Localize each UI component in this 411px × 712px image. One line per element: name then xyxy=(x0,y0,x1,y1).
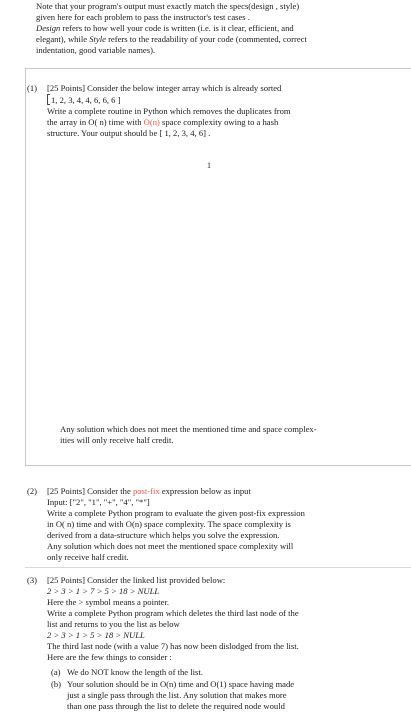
q1-array: 1, 2, 3, 4, 4, 6, 6, 6 ] xyxy=(51,95,121,105)
q3-line: Here the > symbol means a pointer. xyxy=(47,597,170,607)
q2-line: Any solution which does not meet the mentioned space complexity will xyxy=(47,541,294,551)
q1-text: space complexity owing to a hash xyxy=(159,117,279,127)
space-complexity-highlight: O(n) xyxy=(143,117,160,127)
q1-footer-line: ities will only receive half credit. xyxy=(60,435,174,445)
q1-line xyxy=(47,117,385,128)
q3-item-b-text xyxy=(67,679,385,712)
q2-line: in O( n) time and with O(n) space complexity. The space complexity is xyxy=(47,519,291,529)
intro-text: elegant), while xyxy=(36,34,90,44)
q1-array-line xyxy=(47,94,385,106)
q3-b-line: Your solution should be in O(n) time and O(1) space having made xyxy=(67,679,295,689)
intro-line: indentation, good variable names). xyxy=(36,45,156,55)
q2-text: [25 Points] Consider the xyxy=(47,486,133,496)
style-term: Style xyxy=(89,34,106,44)
q1-line: structure. Your output should be [ 1, 2, 3, 4, 6] . xyxy=(47,128,211,138)
q1-line: [25 Points] Consider the below integer array which is already sorted xyxy=(47,83,282,93)
question-2-text xyxy=(47,486,385,563)
q1-text: the array in O( n) time with xyxy=(47,117,144,127)
postfix-highlight: post-fix xyxy=(132,486,160,496)
intro-line: Note that your program's output must exactly match the specs(design , style) xyxy=(36,1,300,11)
q3-item-a-label: (a) xyxy=(51,667,61,677)
intro-line xyxy=(36,23,398,34)
design-term: Design xyxy=(36,23,61,33)
intro-line xyxy=(36,34,398,45)
q3-line: Write a complete Python program which deletes the third last node of the xyxy=(47,608,299,618)
q2-line: only receive half credit. xyxy=(47,552,129,562)
question-2-number: (2) xyxy=(27,486,38,496)
intro-line: given here for each problem to pass the instructor's test cases . xyxy=(36,12,250,22)
q3-line: list and returns to you the list as below xyxy=(47,619,180,629)
q3-linked-list: 2 > 3 > 1 > 7 > 5 > 18 > NULL xyxy=(47,586,160,596)
intro-text: refers to the readability of your code (commented, correct xyxy=(105,34,307,44)
q3-b-line: than one pass through the list to delete the required node would xyxy=(67,701,285,711)
q3-line: [25 Points] Consider the linked list provided below: xyxy=(47,575,226,585)
q3-result-list: 2 > 3 > 1 > 5 > 18 > NULL xyxy=(47,630,145,640)
question-1-text xyxy=(47,83,385,139)
q3-item-a-text: We do NOT know the length of the list. xyxy=(67,667,203,677)
question-3-number: (3) xyxy=(27,575,38,585)
intro-paragraph xyxy=(36,1,398,56)
intro-text: refers to how well your code is written (i.e. is it clear, efficient, and xyxy=(60,23,294,33)
q3-item-b-label: (b) xyxy=(51,679,62,689)
section-divider xyxy=(25,567,411,568)
question-1-footer xyxy=(60,424,385,446)
q1-footer-line: Any solution which does not meet the mentioned time and space complex- xyxy=(60,424,317,434)
question-1-number: (1) xyxy=(27,83,38,93)
q2-line: derived from a data-structure which helps you solve the expression. xyxy=(47,530,280,540)
q2-line: Write a complete Python program to evaluate the given post-fix expression xyxy=(47,508,305,518)
bracket-icon xyxy=(47,94,50,105)
q1-line: Write a complete routine in Python which removes the duplicates from xyxy=(47,106,291,116)
page-number: 1 xyxy=(207,161,211,170)
q2-text: expression below as input xyxy=(159,486,251,496)
q3-line: Here are the few things to consider : xyxy=(47,652,172,662)
question-3-text xyxy=(47,575,385,663)
q3-line: The third last node (with a value 7) has now been dislodged from the list. xyxy=(47,641,299,651)
q3-b-line: just a single pass through the list. Any solution that makes more xyxy=(67,690,287,700)
q2-input-line: Input: ["2", "1", "+", "4", "*"] xyxy=(47,497,150,507)
q2-line xyxy=(47,486,385,497)
